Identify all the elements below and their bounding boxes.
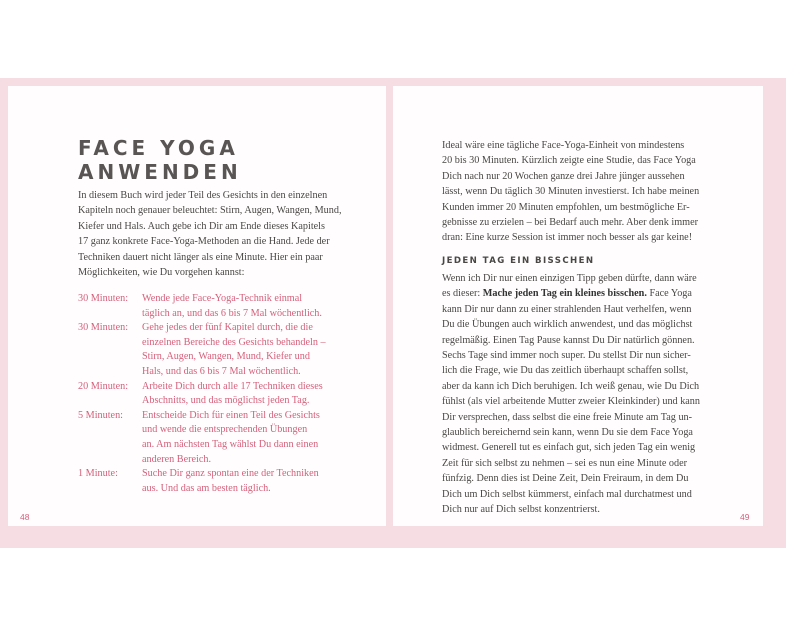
title-line: FACE YOGA xyxy=(78,136,239,160)
text-line: Techniken dauert nicht länger als eine Minute. Hier ein paar xyxy=(78,251,323,263)
text-line: lich die Frage, wie Du das zeitlich überhaupt schaffen sollst, xyxy=(442,365,689,377)
time-option-description xyxy=(142,380,368,409)
text-line: Dir versprechen, dass selbst die eine freie Minute am Tag un- xyxy=(442,411,693,423)
text-line: gebnisse zu erzielen – bei Bedarf auch mehr. Aber denk immer xyxy=(442,217,699,229)
text-line: Entscheide Dich für einen Teil des Gesichts xyxy=(142,409,320,421)
text-line: Du die Übungen auch wirklich anwendest, und das möglichst xyxy=(442,319,693,331)
text-line: Stirn, Augen, Wangen, Mund, Kiefer und xyxy=(142,351,310,363)
text-line: Gehe jedes der fünf Kapitel durch, die die xyxy=(142,322,313,334)
intro-paragraph xyxy=(78,188,343,280)
text-line: anderen Bereich. xyxy=(142,453,212,465)
text-line: widmest. Generell tut es einfach gut, sich jeden Tag ein wenig xyxy=(442,442,696,454)
text-line: fühlst (als viel arbeitende Mutter zweier Kleinkinder) und kann xyxy=(442,396,700,408)
text-line: glaublich bereichernd sein kann, wenn Du sie dem Face Yoga xyxy=(442,427,693,439)
text-line: Zeit für sich selbst zu nehmen – sei es nun eine Minute oder xyxy=(442,457,688,469)
text-line: und wende die entsprechenden Übungen xyxy=(142,424,308,436)
time-option-description xyxy=(142,292,368,321)
text-line: lässt, wenn Du täglich 30 Minuten investierst. Ich habe meinen xyxy=(442,186,700,198)
time-option xyxy=(78,467,368,496)
text-line: regelmäßig. Einen Tag Pause kannst Du Dir natürlich gönnen. xyxy=(442,334,695,346)
text-line: an. Am nächsten Tag wählst Du dann einen xyxy=(142,438,319,450)
text-line: einzelnen Bereiche des Gesichts behandeln – xyxy=(142,336,326,348)
title-line: ANWENDEN xyxy=(78,160,242,184)
time-option xyxy=(78,292,368,321)
text-line: Dich nach nur 20 Wochen ganze drei Jahre jünger aussehen xyxy=(442,170,685,182)
text-line: aber da kann ich Dich beruhigen. Ich weiß genau, wie Du Dich xyxy=(442,380,700,392)
page-number-left: 48 xyxy=(20,512,30,522)
text-line: Dich nur auf Dich selbst konzentrierst. xyxy=(442,504,600,516)
section-paragraph xyxy=(442,271,742,518)
time-option-term: 20 Minuten: xyxy=(78,380,129,392)
text-line: Sechs Tage sind immer noch super. Du stellst Dir nun sicher- xyxy=(442,350,691,362)
time-option-term: 30 Minuten: xyxy=(78,293,129,304)
text-line: Kiefer und Hals. Auch gebe ich Dir am Ende dieses Kapitels xyxy=(78,220,325,232)
page-number-right: 49 xyxy=(740,512,750,522)
text-line: Wenn ich Dir nur einen einzigen Tipp geben dürfte, dann wäre xyxy=(442,273,697,284)
text-line: Ideal wäre eine tägliche Face-Yoga-Einheit von mindestens xyxy=(442,140,685,151)
time-option xyxy=(78,409,368,467)
text-line: Möglichkeiten, wie Du vorgehen kannst: xyxy=(78,267,245,279)
text-fragment: Face Yoga xyxy=(646,288,692,300)
text-line: fünfzig. Denn dies ist Deine Zeit, Dein Freiraum, in dem Du xyxy=(442,473,689,485)
time-option-description xyxy=(142,467,368,496)
time-options-list xyxy=(78,292,368,496)
text-line: Abschnitts, und das möglichst jeden Tag. xyxy=(142,395,310,407)
time-option-description xyxy=(142,409,368,467)
section-heading: JEDEN TAG EIN BISSCHEN xyxy=(442,256,595,266)
text-line: täglich an, und das 6 bis 7 Mal wöchentlich. xyxy=(142,307,322,319)
page-title xyxy=(78,136,358,184)
time-option xyxy=(78,380,368,409)
emphasis-text: Mache jeden Tag ein kleines bisschen. xyxy=(482,288,647,300)
text-line: Kapiteln noch genauer beleuchtet: Stirn, Augen, Wangen, Mund, xyxy=(78,205,342,217)
text-line: 17 ganz konkrete Face-Yoga-Methoden an die Hand. Jede der xyxy=(78,236,330,248)
time-option-term: 5 Minuten: xyxy=(78,409,123,421)
time-option xyxy=(78,321,368,379)
text-line: 20 bis 30 Minuten. Kürzlich zeigte eine Studie, das Face Yoga xyxy=(442,155,696,167)
time-option-term: 1 Minute: xyxy=(78,468,118,480)
time-option-term: 30 Minuten: xyxy=(78,322,129,334)
text-line: Suche Dir ganz spontan eine der Techniken xyxy=(142,468,319,480)
text-line: dran: Eine kurze Session ist immer noch besser als gar keine! xyxy=(442,232,693,244)
text-line: aus. Und das am besten täglich. xyxy=(142,482,271,494)
text-line: Arbeite Dich durch alle 17 Techniken dieses xyxy=(142,380,323,392)
text-line: Hals, und das 6 bis 7 Mal wöchentlich. xyxy=(142,365,301,377)
text-line: Kunden immer 20 Minuten empfohlen, um bestmögliche Er- xyxy=(442,201,690,213)
text-line-with-emphasis xyxy=(442,286,742,301)
text-line: Wende jede Face-Yoga-Technik einmal xyxy=(142,293,303,304)
text-line: Dich um Dich selbst kümmerst, einfach mal durchatmest und xyxy=(442,488,692,500)
text-fragment: es dieser: xyxy=(442,288,483,300)
text-line: In diesem Buch wird jeder Teil des Gesichts in den einzelnen xyxy=(78,190,328,201)
text-line: kann Dir nur dann zu einer strahlenden Haut verhelfen, wenn xyxy=(442,303,692,315)
time-option-description xyxy=(142,321,368,379)
right-intro-paragraph xyxy=(442,138,742,246)
